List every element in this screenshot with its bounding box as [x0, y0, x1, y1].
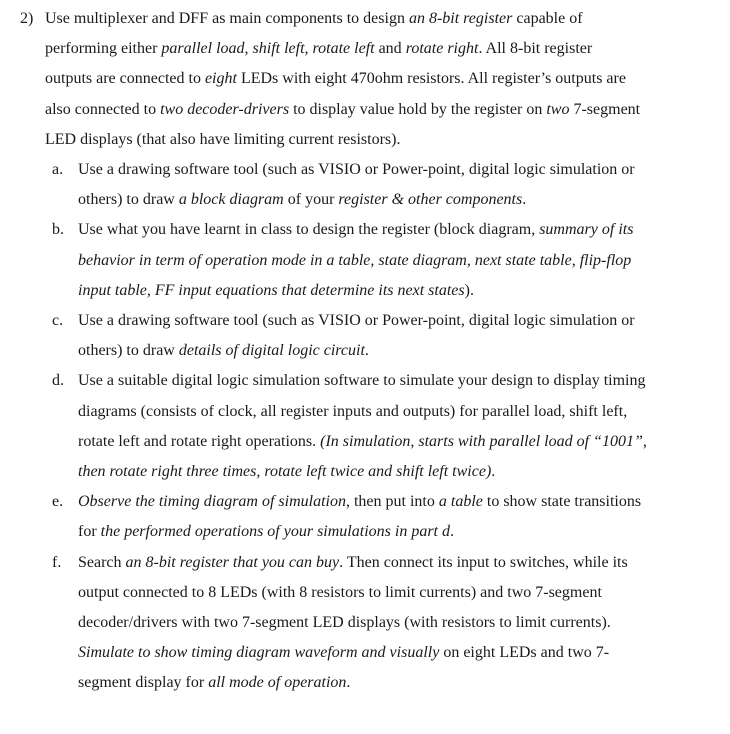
- text: to show state transitions: [482, 493, 642, 510]
- text: . Then connect its input to switches, while its: [339, 554, 628, 571]
- part-label: f.: [52, 554, 62, 571]
- text: Use multiplexer and DFF as main components to design: [45, 10, 409, 27]
- italic-text: all mode of operation: [208, 674, 347, 691]
- part-label: a.: [52, 161, 64, 178]
- text: LEDs with eight 470ohm resistors. All register’s outputs are: [236, 70, 626, 87]
- text: .: [522, 191, 527, 208]
- text: outputs are connected to: [45, 70, 205, 87]
- part-line: [78, 462, 495, 482]
- intro-line: [45, 130, 400, 150]
- text: ,: [244, 40, 253, 57]
- text: Use a drawing software tool (such as VISIO or Power-point, digital logic simulation or: [78, 161, 635, 178]
- text: output connected to 8 LEDs (with 8 resistors to limit currents) and two 7-segment: [78, 584, 602, 601]
- italic-text: behavior in term of operation mode in a table, state diagram, next state table, flip-flop: [78, 252, 632, 269]
- text: and: [374, 40, 406, 57]
- part-line: [78, 432, 647, 452]
- question-number: 2): [20, 10, 34, 27]
- text: also connected to: [45, 101, 161, 118]
- text: capable of: [512, 10, 583, 27]
- text: , then put into: [345, 493, 439, 510]
- text: Use what you have learnt in class to design the register (block diagram,: [78, 221, 540, 238]
- part-line: [78, 160, 635, 180]
- intro-line: [45, 39, 592, 59]
- text: ).: [464, 282, 474, 299]
- intro-line: [45, 69, 626, 89]
- text: 7-segment: [569, 101, 641, 118]
- part-line: [78, 492, 641, 512]
- part-line: [78, 673, 350, 693]
- text: performing either: [45, 40, 162, 57]
- italic-text: parallel load: [161, 40, 245, 57]
- text: to display value hold by the register on: [289, 101, 547, 118]
- italic-text: two: [546, 101, 570, 118]
- text: on eight LEDs and two 7-: [439, 644, 610, 661]
- text: ,: [304, 40, 313, 57]
- part-line: [78, 643, 609, 663]
- italic-text: register & other components: [338, 191, 523, 208]
- text: for: [78, 523, 101, 540]
- text: Use a drawing software tool (such as VISIO or Power-point, digital logic simulation or: [78, 312, 635, 329]
- italic-text: a table: [438, 493, 483, 510]
- italic-text: Simulate to show timing diagram waveform and visually: [78, 644, 440, 661]
- italic-text: the performed operations of your simulations in part d: [100, 523, 450, 540]
- italic-text: two decoder-drivers: [160, 101, 290, 118]
- italic-text: summary of its: [539, 221, 634, 238]
- italic-text: (In simulation, starts with parallel load of “1001”,: [320, 433, 647, 450]
- part-line: [78, 402, 627, 422]
- part-line: [78, 311, 635, 331]
- italic-text: details of digital logic circuit: [178, 342, 365, 359]
- part-line: [78, 583, 602, 603]
- text: .: [346, 674, 351, 691]
- part-line: [78, 220, 633, 240]
- italic-text: input table, FF input equations that determine its next states: [78, 282, 465, 299]
- italic-text: eight: [204, 70, 237, 87]
- italic-text: shift left: [252, 40, 305, 57]
- part-line: [78, 553, 628, 573]
- italic-text: an 8-bit register: [408, 10, 513, 27]
- text: segment display for: [78, 674, 209, 691]
- italic-text: a block diagram: [178, 191, 284, 208]
- part-line: [78, 613, 611, 633]
- italic-text: rotate right: [405, 40, 479, 57]
- part-line: [78, 251, 631, 271]
- text: decoder/drivers with two 7-segment LED displays (with resistors to limit currents).: [78, 614, 611, 631]
- text: rotate left and rotate right operations.: [78, 433, 321, 450]
- text: .: [491, 463, 496, 480]
- part-line: [78, 522, 454, 542]
- part-line: [78, 281, 474, 301]
- part-label: d.: [52, 372, 64, 389]
- part-line: [78, 371, 645, 391]
- italic-text: an 8-bit register that you can buy: [125, 554, 340, 571]
- text: others) to draw: [78, 342, 179, 359]
- part-label: e.: [52, 493, 64, 510]
- intro-line: [45, 9, 583, 29]
- intro-line: [45, 100, 640, 120]
- part-label: b.: [52, 221, 64, 238]
- text: diagrams (consists of clock, all register inputs and outputs) for parallel load, shift left,: [78, 403, 628, 420]
- text: Use a suitable digital logic simulation software to simulate your design to display timing: [78, 372, 646, 389]
- part-label: c.: [52, 312, 64, 329]
- italic-text: Observe the timing diagram of simulation: [78, 493, 346, 510]
- text: others) to draw: [78, 191, 179, 208]
- text: .: [449, 523, 454, 540]
- text: .: [364, 342, 369, 359]
- part-line: [78, 341, 369, 361]
- italic-text: then rotate right three times, rotate left twice and shift left twice): [78, 463, 492, 480]
- part-line: [78, 190, 526, 210]
- italic-text: rotate left: [312, 40, 375, 57]
- text: . All 8-bit register: [478, 40, 593, 57]
- text: Search: [78, 554, 126, 571]
- text: of your: [283, 191, 339, 208]
- text: LED displays (that also have limiting current resistors).: [45, 131, 401, 148]
